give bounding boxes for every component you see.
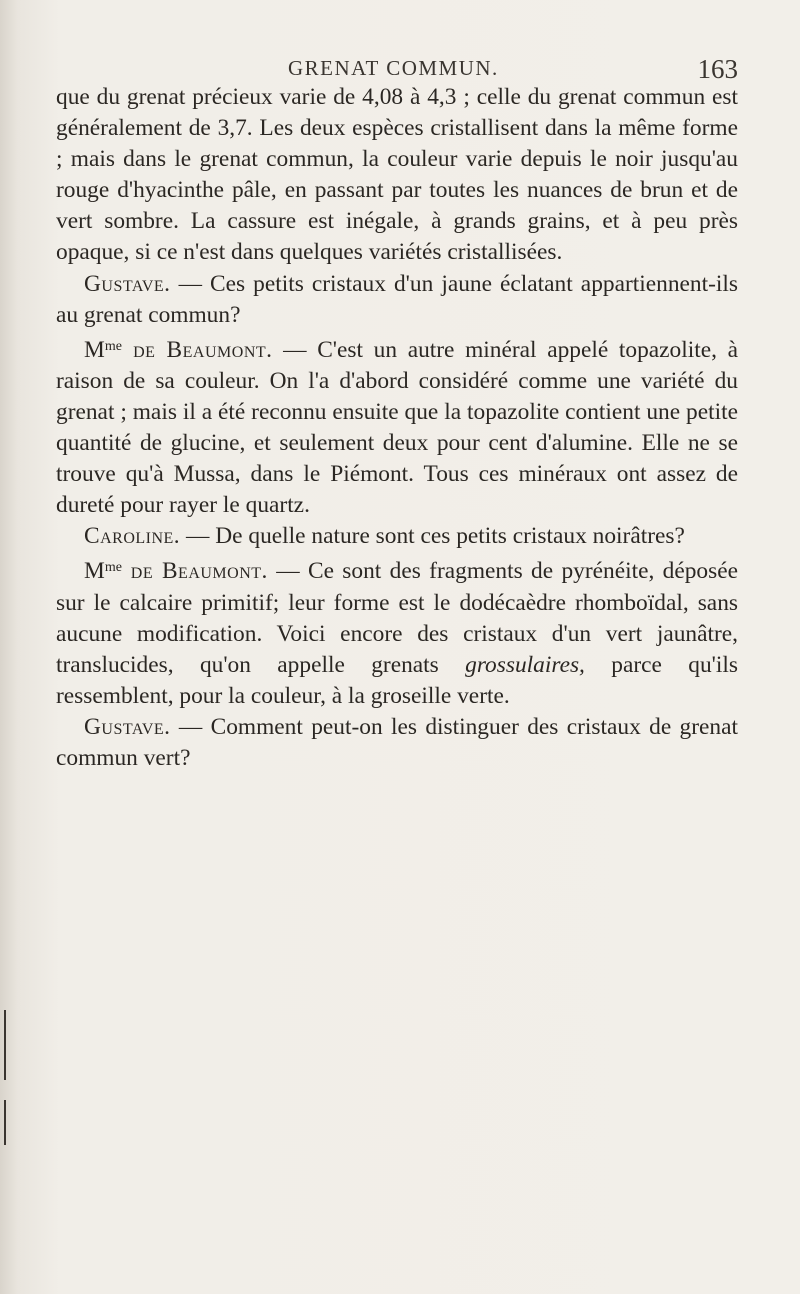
dialogue-paragraph (56, 552, 738, 711)
binding-edge-mark (4, 1100, 6, 1145)
dialogue-text: — C'est un autre minéral appelé topazolite, à raison de sa couleur. On l'a d'abord considéré comme une variété du grenat ; mais il a été reconnu ensuite que la topazolite contient une petite quantité de glucine, et seulement deux pour cent d'alumine. Elle ne se trouve qu'à Mussa, dans le Piémont. Tous ces minéraux ont assez de dureté pour rayer le quartz. (56, 336, 738, 519)
binding-edge-mark (4, 1010, 6, 1080)
paragraph-text: que du grenat précieux varie de 4,08 à 4,3 ; celle du grenat commun est généralement de 3,7. Les deux espèces cristallisent dans la même forme ; mais dans le grenat commun, la couleur varie depuis le noir jusqu'au rouge d'hyacinthe pâle, en passant par toutes les nuances de brun et de vert sombre. La cassure est inégale, à grands grains, et à peu près opaque, si ce n'est dans quelques variétés cristallisées. (56, 84, 738, 266)
dialogue-text: — Comment peut-on les distinguer des cristaux de grenat commun vert? (56, 713, 738, 771)
speaker-name: de Beaumont. (121, 336, 273, 363)
speaker-name: de Beaumont. (121, 558, 268, 585)
paragraph (56, 82, 738, 269)
speaker-title: M (84, 558, 105, 585)
page-body (56, 82, 738, 774)
dialogue-paragraph (56, 331, 738, 522)
dialogue-paragraph (56, 521, 738, 552)
speaker-title-superscript: me (104, 338, 122, 354)
italic-term: grossulaires, (465, 651, 585, 678)
speaker-name: Gustave. (84, 270, 171, 297)
speaker-name: Caroline. (84, 523, 181, 550)
speaker-title: M (84, 336, 105, 363)
dialogue-text: — Ce sont des fragments de pyrénéite, déposée sur le calcaire primitif; leur forme est le dodécaèdre rhomboïdal, sans aucune modification. Voici encore des cristaux d'un vert jaunâtre, translucides, qu'on appelle grenats (56, 558, 738, 678)
dialogue-text: parce qu'ils ressemblent, pour la couleur, à la groseille verte. (56, 651, 738, 709)
speaker-title-superscript: me (104, 560, 122, 576)
dialogue-text: — Ces petits cristaux d'un jaune éclatant appartiennent-ils au grenat commun? (56, 270, 738, 328)
page-number: 163 (697, 54, 738, 84)
dialogue-paragraph (56, 712, 738, 774)
dialogue-text: — De quelle nature sont ces petits cristaux noirâtres? (180, 523, 685, 550)
dialogue-paragraph (56, 269, 738, 331)
running-title: GRENAT COMMUN. (288, 56, 499, 80)
speaker-name: Gustave. (84, 713, 171, 740)
